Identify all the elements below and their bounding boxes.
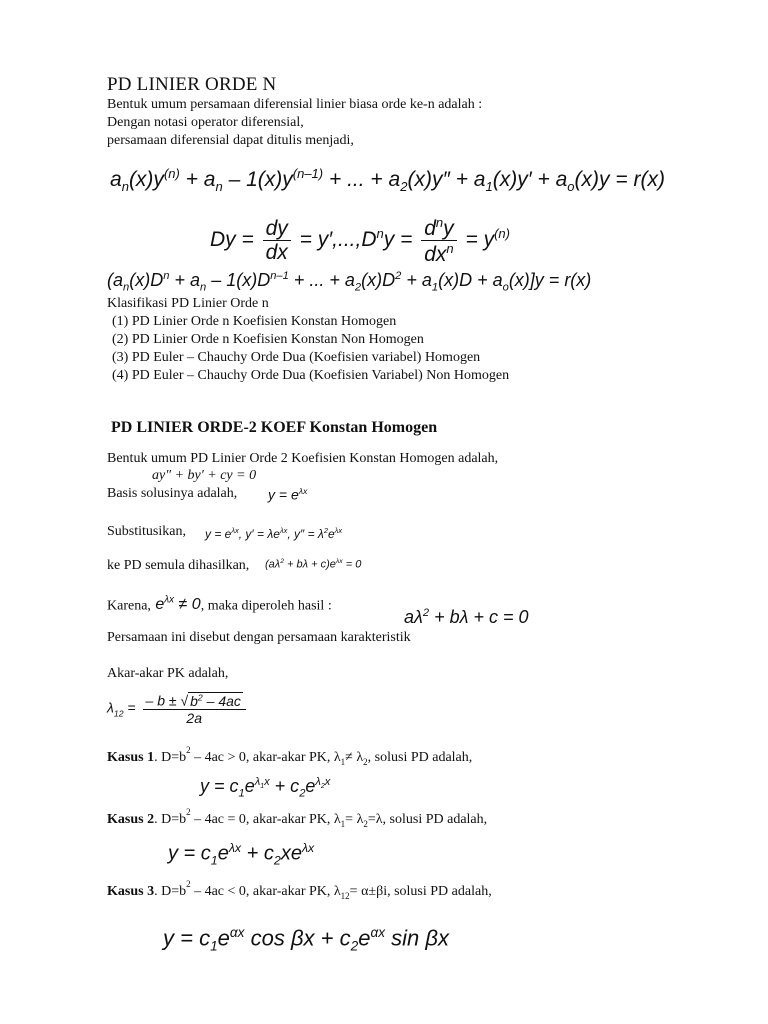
- basis-text: Basis solusinya adalah,: [107, 486, 238, 501]
- case-1-part-d: , solusi PD adalah,: [367, 750, 473, 765]
- case-2-part-b: – 4ac = 0, akar-akar PK, λ: [190, 812, 341, 827]
- intro-line-3: persamaan diferensial dapat ditulis menjadi,: [107, 133, 354, 148]
- characteristic-text: Persamaan ini disebut dengan persamaan karakteristik: [107, 630, 411, 645]
- general-form-equation: ay″ + by′ + cy = 0: [152, 468, 257, 483]
- roots-text: Akar-akar PK adalah,: [107, 666, 229, 681]
- equation-roots-formula: $\lambda_{12}$ = $\frac{- b \pm √ b^2 - 4ac}{2a}$: [107, 693, 249, 725]
- equation-result: $(a\lambda^2 + b\lambda + c)e^{\lambda x} = 0$: [265, 558, 362, 571]
- case-3-part-c: = α±βi, solusi PD adalah,: [349, 884, 492, 899]
- case-1-part-b: – 4ac > 0, akar-akar PK, λ: [190, 750, 341, 765]
- because-tail: , maka diperoleh hasil :: [200, 598, 332, 614]
- general-form-text: Bentuk umum PD Linier Orde 2 Koefisien Konstan Homogen adalah,: [107, 451, 499, 466]
- equation-case-1: $y = c_1e^{\lambda_1x} + c_2e^{\lambda_2x}$: [200, 776, 331, 800]
- case-1-text: Kasus 1. $D=b^2 - 4ac > 0$, akar-akar PK, $\lambda_1\ne \lambda_2$, solusi PD adalah,: [107, 745, 473, 767]
- result-text: ke PD semula dihasilkan,: [107, 558, 250, 573]
- classification-item-4: (4) PD Euler – Chauchy Orde Dua (Koefisien Variabel) Non Homogen: [112, 368, 510, 383]
- equation-characteristic: $a\lambda^2 + b\lambda + c = 0$: [404, 607, 529, 627]
- classification-item-2: (2) PD Linier Orde n Koefisien Konstan Non Homogen: [112, 332, 424, 347]
- intro-line-1: Bentuk umum persamaan diferensial linier biasa orde ke-n adalah :: [107, 97, 483, 112]
- equation-substitution: $y = e^{\lambda x}$, $y' = \lambda e^{\lambda x}$, $y'' = \lambda^2e^{\lambda x}$: [205, 526, 343, 541]
- equation-operator-form: ($a_n(x)D^n + a_n - 1(x)D^{n-1}$ + ... + $a_2(x)D^2 + a_1(x)D + a_o(x)]y = r(x)$: [107, 270, 592, 294]
- classification-title: Klasifikasi PD Linier Orde n: [107, 296, 269, 311]
- case-2-label: Kasus 2: [107, 812, 155, 827]
- classification-item-1: (1) PD Linier Orde n Koefisien Konstan Homogen: [112, 314, 397, 329]
- case-2-part-c: = λ: [345, 812, 364, 827]
- equation-case-3: $y = c_1e^{\alpha x}$ $\cos \beta x + c_2e^{\alpha x}$ sin βx: [163, 925, 449, 954]
- case-3-label: Kasus 3: [107, 884, 155, 899]
- case-3-part-a: . D=b: [154, 884, 187, 899]
- case-1-part-a: . D=b: [154, 750, 187, 765]
- equation-operator-notation: Dy = $\frac{dy}{dx}$ = $y',...,D^ny$ = $\frac{d^ny}{dx^n}$ = $y^{(n)}$: [210, 215, 510, 266]
- case-1-label: Kasus 1: [107, 750, 155, 765]
- intro-line-2: Dengan notasi operator diferensial,: [107, 115, 304, 130]
- case-2-text: Kasus 2. $D=b^2 - 4ac = 0$, akar-akar PK, $\lambda_1= \lambda_2=\lambda$, solusi PD adalah,: [107, 807, 488, 829]
- case-2-part-a: . D=b: [154, 812, 187, 827]
- section-title-pd-linier-orde-n: PD LINIER ORDE N: [107, 74, 277, 95]
- case-2-part-d: =λ, solusi PD adalah,: [367, 812, 488, 827]
- case-3-part-b: – 4ac < 0, akar-akar PK, λ: [190, 884, 341, 899]
- equation-exp-nonzero: $e^{\lambda x} \ne 0$: [150, 595, 201, 614]
- case-3-text: Kasus 3. $D=b^2 - 4ac < 0$, akar-akar PK, $\lambda_{12}= \alpha\pm\beta i$, solusi PD adalah,: [107, 879, 492, 901]
- equation-basis: $y = e^{\lambda x}$: [268, 486, 308, 503]
- because-text: [107, 595, 332, 614]
- equation-case-2: $y = c_1e^{\lambda x} + c_2xe^{\lambda x}$: [168, 841, 315, 868]
- substitution-text: Substitusikan,: [107, 524, 186, 539]
- equation-general-linear-ode: $a_n(x)y^{(n)} + a_n - 1(x)y^{(n-1)}$ + ... + $a_2(x)y'' + a_1(x)y' + a_o(x)y = r(x)$: [110, 166, 665, 195]
- because-label: Karena,: [107, 598, 151, 614]
- classification-item-3: (3) PD Euler – Chauchy Orde Dua (Koefisien variabel) Homogen: [112, 350, 481, 365]
- section-title-orde-2: PD LINIER ORDE-2 KOEF Konstan Homogen: [111, 419, 438, 436]
- case-1-part-c: ≠ λ: [345, 750, 364, 765]
